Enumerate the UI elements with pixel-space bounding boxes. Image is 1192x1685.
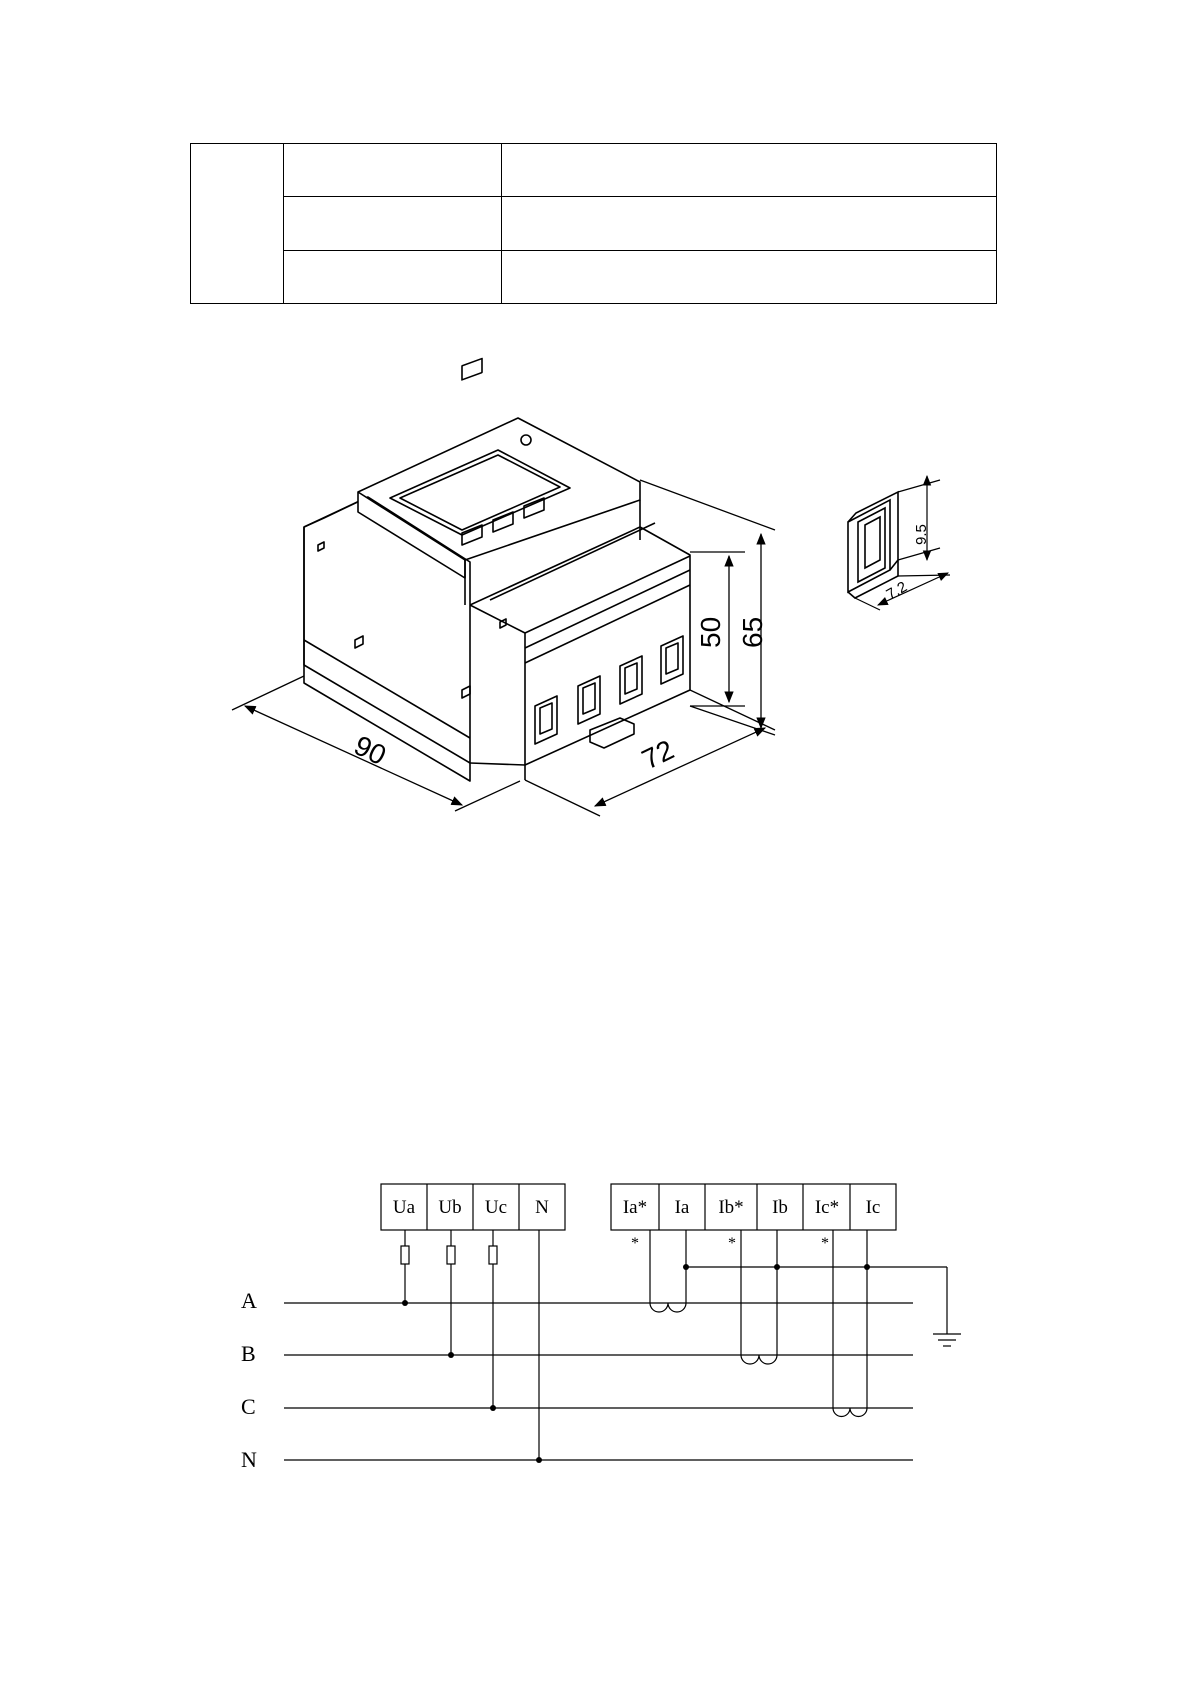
wiring-diagram xyxy=(284,1184,961,1460)
terminal-label: Ic* xyxy=(814,1197,840,1218)
current-terminal-block xyxy=(611,1184,896,1230)
phase-label-n: N xyxy=(241,1447,257,1472)
dimension-label-90: 90 xyxy=(349,729,391,772)
dimension-label-65: 65 xyxy=(737,616,768,648)
dimension-label-72: 72 xyxy=(637,733,679,776)
polarity-mark: * xyxy=(728,1235,736,1252)
terminal-label: Ib* xyxy=(718,1197,744,1218)
phase-label-b: B xyxy=(241,1341,256,1366)
terminal-label: Ib xyxy=(772,1197,788,1218)
terminal-label: Ia xyxy=(674,1197,690,1218)
terminal-label: Ua xyxy=(392,1197,416,1218)
terminal-label: Ia* xyxy=(622,1197,648,1218)
phase-label-a: A xyxy=(241,1288,257,1313)
terminal-detail xyxy=(848,492,898,598)
terminal-label: Ub xyxy=(438,1197,462,1218)
terminal-label: Uc xyxy=(484,1197,508,1218)
polarity-mark: * xyxy=(631,1235,639,1252)
meter-drawing xyxy=(304,359,690,781)
polarity-mark: * xyxy=(821,1235,829,1252)
dimension-label-50: 50 xyxy=(695,616,726,648)
junction-dots xyxy=(402,1264,870,1463)
dimension-label-9-5: 9.5 xyxy=(913,524,930,545)
phase-label-c: C xyxy=(241,1394,256,1419)
terminal-label: Ic xyxy=(865,1197,881,1218)
dimension-label-7-2: 7.2 xyxy=(883,578,911,604)
terminal-label: N xyxy=(535,1197,549,1218)
